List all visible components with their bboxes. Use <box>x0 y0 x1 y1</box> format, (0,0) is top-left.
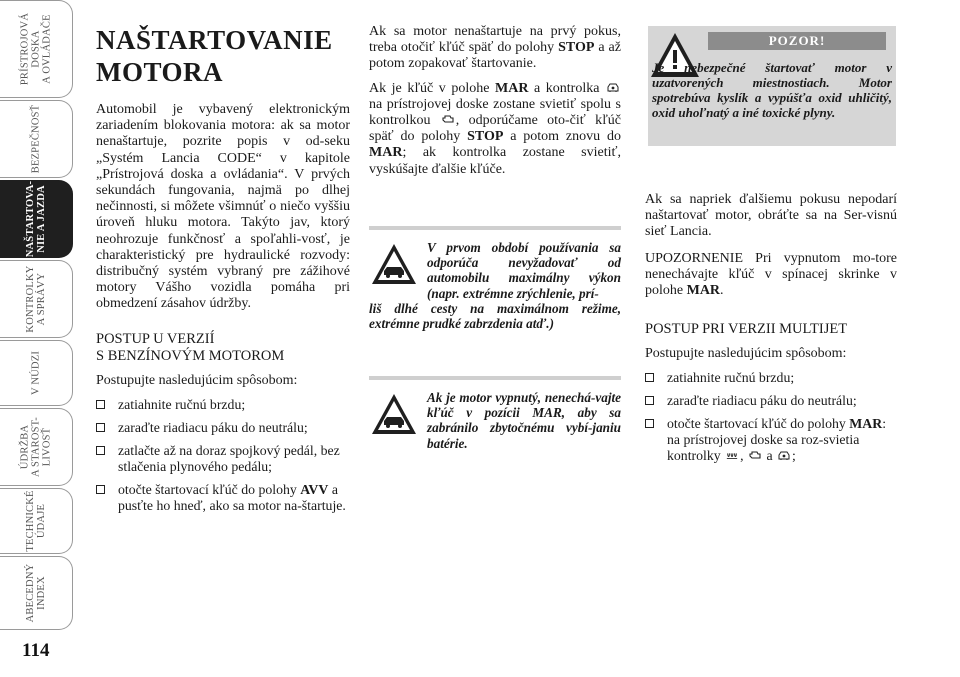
checkbox-bullet <box>645 419 654 428</box>
tab-instrument-panel[interactable] <box>0 0 73 98</box>
list-item <box>645 370 897 386</box>
retry-paragraph <box>369 24 621 73</box>
note-text-first: V prvom období používania sa odporúča nevyžadovať od automobilu maximálny výkon (napr. extrémne zrýchlenie, prí- <box>427 240 621 301</box>
tab-safety[interactable] <box>0 100 73 178</box>
key-position: MAR <box>495 80 529 96</box>
key-position: MAR <box>849 416 883 432</box>
tab-label: ABECEDNÝ INDEX <box>25 563 47 623</box>
petrol-lead: Postupujte nasledujúcim spôsobom: <box>96 372 298 388</box>
step-text: zaraďte riadiacu páku do neutrálu; <box>667 393 857 409</box>
tab-emergency[interactable] <box>0 340 73 406</box>
list-item <box>96 443 350 475</box>
tab-label: NAŠTARTOVA- NIE A JAZDA <box>25 180 47 258</box>
step-text: otočte štartovací kľúč do polohy <box>118 481 301 497</box>
intro-paragraph: Automobil je vybavený elektronickým zariadením blokovania motora: ak sa motor nenaštartuje, pozrite popis v od-seku „Systém Lancia CODE“ v kapitole „Prístrojová doska a ovládania“. V prvých sekundách fungovania, najmä po dlhej nečinnosti, si môžete všimnúť o niečo vyššiu úroveň hluku motora. Takýto jav, ktorý neohrozuje funkčnosť a spoľahli-vosť, je charakteristický pre hydraulické rozvody: distribučný systém vybraný pre zážihové motory Vášho vozidla pomáha pri obmedzení zásahov údržby. <box>96 102 350 312</box>
checkbox-bullet <box>645 396 654 405</box>
car-on-triangle-icon <box>369 240 419 290</box>
step-text: zatiahnite ručnú brzdu; <box>118 396 246 412</box>
text: na prístrojovej doske zostane svietiť spolu s kontrolkou <box>369 96 621 129</box>
key-position: STOP <box>558 40 595 56</box>
glow-plug-icon <box>726 450 738 461</box>
list-item <box>645 393 897 409</box>
column-2 <box>369 24 621 188</box>
tab-label: PRÍSTROJOVÁ DOSKA A OVLÁDAČE <box>19 12 53 86</box>
text: Ak sa motor nenaštartuje na prvý pokus, treba otočiť kľúč späť do polohy <box>369 24 621 56</box>
tab-label: BEZPEČNOSŤ <box>30 104 42 174</box>
key-position: MAR <box>686 283 721 299</box>
tab-maintenance[interactable] <box>0 408 73 486</box>
column-3 <box>645 192 897 471</box>
petrol-procedure-heading: POSTUP U VERZIÍ S BENZÍNOVÝM MOTOROM <box>96 330 285 364</box>
section-title: NAŠTARTOVANIE MOTORA <box>96 25 333 87</box>
diesel-steps <box>645 370 897 464</box>
checkbox-bullet <box>645 373 654 382</box>
tab-technical-data[interactable] <box>0 488 73 554</box>
list-item <box>96 482 350 514</box>
tab-label: KONTROLKY A SPRÁVY <box>25 265 47 333</box>
diesel-procedure-heading: POSTUP PRI VERZII MULTIJET <box>645 321 848 338</box>
note-text-rest: liš dlhé cesty na maximálnom režime, extrémne prudké zabrzdenia atď.) <box>369 300 621 332</box>
immobilizer-car-icon <box>607 82 619 93</box>
text: ; ak kontrolka zostane svietiť, vyskúšajte ďalšie kľúče. <box>369 145 621 177</box>
step-text: otočte štartovací kľúč do polohy <box>667 416 850 432</box>
warning-box <box>648 26 896 146</box>
warning-text: Je nebezpečné štartovať motor v uzatvorených miestnostiach. Motor spotrebúva kyslík a vypúšťa oxid uhličitý, oxid uhoľnatý a iné toxické plyny. <box>652 60 892 120</box>
engine-fault-icon <box>749 450 761 461</box>
text: , odporúčame oto-čiť kľúč späť do polohy <box>369 113 621 145</box>
key-position: STOP <box>467 129 504 145</box>
key-position: MAR <box>369 145 403 161</box>
petrol-steps <box>96 397 350 514</box>
checkbox-bullet <box>96 400 105 409</box>
step-text: : na prístrojovej doske sa roz-svietia kontrolky <box>667 416 887 464</box>
step-text: zatlačte až na doraz spojkový pedál, bez stlačenia plynového pedálu; <box>118 442 340 474</box>
step-text: zaraďte riadiacu páku do neutrálu; <box>118 419 308 435</box>
tab-label: V NÚDZI <box>30 350 42 396</box>
list-item <box>645 416 897 464</box>
diesel-lead: Postupujte nasledujúcim spôsobom: <box>645 346 847 362</box>
text: ; <box>792 448 796 464</box>
notice-paragraph <box>645 251 897 300</box>
service-paragraph: Ak sa napriek ďalšiemu pokusu nepodarí naštartovať motor, obráťte sa na Ser-visnú sieť Lancia. <box>645 192 897 240</box>
text: . <box>720 283 724 299</box>
chapter-tabs <box>0 0 75 640</box>
note-battery <box>369 376 621 451</box>
step-text: zatiahnite ručnú brzdu; <box>667 370 795 386</box>
list-item <box>96 420 350 436</box>
list-item <box>96 397 350 413</box>
checkbox-bullet <box>96 423 105 432</box>
checkbox-bullet <box>96 446 105 455</box>
checkbox-bullet <box>96 485 105 494</box>
step-text: a pusťte ho hneď, ako sa motor na-štartuje. <box>118 481 346 513</box>
tab-warning-lights[interactable] <box>0 260 73 338</box>
tab-starting-and-driving[interactable] <box>0 180 73 258</box>
text: a potom znovu do <box>503 129 621 145</box>
key-position: AVV <box>300 481 329 497</box>
text: , <box>740 448 748 464</box>
tab-label: ÚDRŽBA A STAROST- LIVOSŤ <box>19 417 53 477</box>
warning-light-paragraph <box>369 81 621 178</box>
text: a kontrolka <box>528 80 605 96</box>
column-1 <box>96 24 350 521</box>
tab-label: TECHNICKÉ ÚDAJE <box>25 490 47 552</box>
text: a <box>763 448 777 464</box>
page-number: 114 <box>22 640 50 661</box>
text: Ak je kľúč v polohe <box>369 80 496 96</box>
immobilizer-car-icon <box>778 450 790 461</box>
note-performance <box>369 226 621 331</box>
engine-fault-icon <box>442 114 454 125</box>
note-text: Ak je motor vypnutý, nenechá-vajte kľúč v pozícii MAR, aby sa zabránilo zbytočnému vybí-janiu batérie. <box>427 390 621 451</box>
text: a až potom zopakovať štartovanie. <box>369 40 621 72</box>
car-on-triangle-icon <box>369 390 419 440</box>
tab-index[interactable] <box>0 556 73 630</box>
warning-title: POZOR! <box>708 32 886 50</box>
text: UPOZORNENIE Pri vypnutom mo-tore nenechávajte kľúč v spínacej skrinke v polohe <box>645 250 897 299</box>
